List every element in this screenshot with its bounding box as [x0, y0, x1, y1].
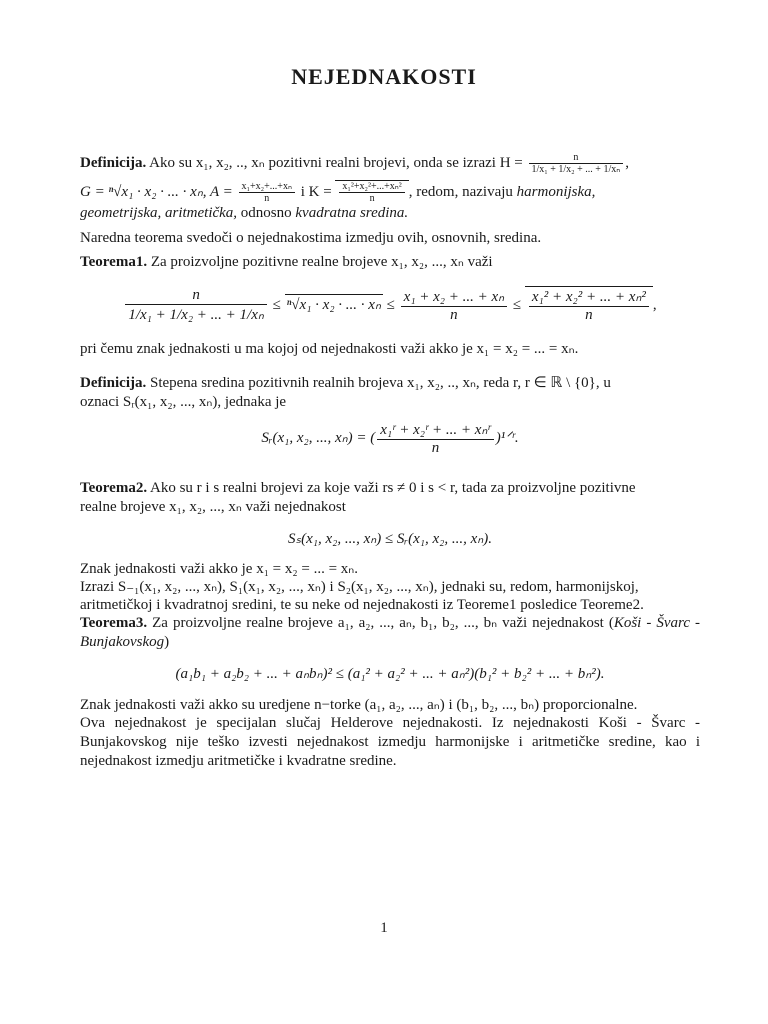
quadratic-inline-denominator: n	[369, 193, 375, 204]
quadratic-denominator: n	[585, 307, 593, 323]
arithmetic-inline-denominator: n	[264, 193, 270, 204]
and-k-text: i K =	[300, 183, 332, 200]
geometric-mean-root: ⁿ√x₁ · x₂ · ... · xₙ	[285, 294, 383, 314]
power-mean-right: )¹ᐟʳ.	[495, 429, 519, 446]
definition-1: Definicija. Ako su x₁, x₂, .., xₙ pozitivni realni brojevi, onda se izrazi H = $\frac{n}{\text{1/x₁ + 1/x₂ + ... + 1/xₙ}}$ ,	[80, 152, 629, 175]
definition-2-line1: Stepena sredina pozitivnih realnih brojeva x₁, x₂, .., xₙ, reda r, r ∈ ℝ \ {0}, u	[149, 375, 611, 391]
theorem-2	[80, 479, 700, 498]
harmonic-mean-fraction	[125, 287, 267, 324]
cauchy-schwarz-inequality: (a₁b₁ + a₂b₂ + ... + aₙbₙ)² ≤ (a₁² + a₂² + ... + aₙ²)(b₁² + b₂² + ... + bₙ²).	[175, 666, 605, 682]
quadratic-sqrt-inline	[335, 180, 408, 204]
equation-comma: ,	[652, 296, 657, 313]
theorem-1-label: Teorema1.	[80, 254, 148, 270]
harmonic-term: harmonijska,	[516, 183, 596, 200]
arithmetic-mean-fraction	[401, 287, 508, 324]
harmonic-inline-denominator: 1/x₁ + 1/x₂ + ... + 1/xₙ	[531, 164, 621, 175]
theorem-3-line1: Za proizvoljne realne brojeve a₁, a₂, ..., aₙ, b₁, b₂, ..., bₙ važi nejednakost (	[152, 615, 614, 631]
inequality-sign-1: ≤	[272, 296, 281, 313]
inequality-sign-2: ≤	[386, 296, 395, 313]
arithmetic-fraction-inline	[239, 181, 295, 204]
theorem-3-after1: Znak jednakosti važi akko su uredjene n−torke (a₁, a₂, ..., aₙ) i (b₁, b₂, ..., bₙ) proporcionalne.	[80, 697, 638, 713]
theorem-3-after2: Ova nejednakost je specijalan slučaj Helderove nejednakosti. Iz nejednakosti Koši - Švarc - Bunjakovskog nije teško izvesti nejednakost izmedju harmonijske i aritmetičke sredine, kao i nejednakost izmedju aritmetičke i kvadratne sredine.	[80, 715, 700, 769]
definition-2-label: Definicija.	[80, 375, 147, 391]
power-mean-fraction	[377, 420, 494, 457]
odnosno-text: odnosno	[240, 205, 292, 221]
harmonic-fraction-inline	[529, 152, 624, 175]
power-mean-numerator: x₁ʳ + x₂ʳ + ... + xₙʳ	[377, 420, 494, 440]
theorem-2-after3: aritmetičkoj i kvadratnoj sredini, te su neke od nejednakosti iz Teoreme1 posledice Teoreme2.	[80, 597, 644, 613]
page-number: 1	[380, 920, 388, 936]
harmonic-numerator: n	[125, 287, 267, 305]
quadratic-mean-root	[525, 286, 653, 324]
means-inequality-equation	[80, 286, 700, 324]
page-title: NEJEDNAKOSTI	[291, 64, 477, 89]
definition-1-line1: Ako su x₁, x₂, .., xₙ pozitivni realni brojevi, onda se izrazi H =	[149, 154, 523, 171]
definition-1-line3	[80, 204, 700, 223]
quadratic-numerator: x₁² + x₂² + ... + xₙ²	[529, 287, 649, 307]
theorem-1-text: Za proizvoljne pozitivne realne brojeve x₁, x₂, ..., xₙ važi	[150, 254, 493, 270]
quadratic-term: kvadratna sredina.	[295, 205, 409, 221]
definition-1-line2-end: , redom, nazivaju	[408, 183, 513, 200]
geometric-arithmetic-text: G = ⁿ√x₁ · x₂ · ... · xₙ, A =	[80, 183, 233, 200]
power-mean-left: Sᵣ(x₁, x₂, ..., xₙ) = (	[261, 429, 376, 446]
arithmetic-inline-numerator: x₁+x₂+...+xₙ	[239, 181, 295, 193]
theorem-2-after2: Izrazi S₋₁(x₁, x₂, ..., xₙ), S₁(x₁, x₂, ..., xₙ) i S₂(x₁, x₂, ..., xₙ), jednaki su, redom, harmonijskoj,	[80, 579, 639, 595]
theorem-1-equality-condition: pri čemu znak jednakosti u ma kojoj od nejednakosti važi akko je x₁ = x₂ = ... = xₙ.	[80, 341, 579, 357]
theorem-2-after1: Znak jednakosti važi akko je x₁ = x₂ = ... = xₙ.	[80, 561, 359, 577]
inequality-sign-3: ≤	[512, 296, 522, 313]
theorem-3-close: )	[164, 634, 170, 650]
theorem-2-label: Teorema2.	[80, 480, 148, 496]
intro-paragraph: Naredna teorema svedoči o nejednakostima izmedju ovih, osnovnih, sredina.	[80, 230, 542, 246]
power-mean-denominator: n	[431, 440, 440, 456]
quadratic-inline-numerator: x₁²+x₂²+...+xₙ²	[339, 181, 404, 193]
theorem-3-label: Teorema3.	[80, 615, 148, 631]
theorem-2-line1: Ako su r i s realni brojevi za koje važi rs ≠ 0 i s < r, tada za proizvoljne pozitivne	[150, 480, 636, 496]
harmonic-denominator: 1/x₁ + 1/x₂ + ... + 1/xₙ	[128, 307, 264, 323]
quadratic-mean-fraction	[529, 287, 649, 324]
theorem-1	[80, 253, 700, 272]
arithmetic-numerator: x₁ + x₂ + ... + xₙ	[401, 287, 508, 307]
power-mean-equation	[80, 420, 700, 457]
harmonic-inline-numerator: n	[529, 152, 624, 164]
definition-2	[80, 374, 700, 393]
cauchy-schwarz-name: Koši - Švarc - Bunjakovskog	[80, 615, 700, 650]
arithmetic-denominator: n	[450, 307, 458, 323]
power-mean-inequality: Sₛ(x₁, x₂, ..., xₙ) ≤ Sᵣ(x₁, x₂, ..., xₙ).	[287, 531, 492, 547]
theorem-3	[80, 614, 700, 652]
definition-1-means	[80, 180, 700, 204]
quadratic-fraction-inline	[339, 181, 404, 204]
geometric-term: geometrijska, aritmetička,	[80, 205, 238, 221]
definition-2-line2: oznaci Sᵣ(x₁, x₂, ..., xₙ), jednaka je	[80, 394, 287, 410]
theorem-2-line2: realne brojeve x₁, x₂, ..., xₙ važi nejednakost	[80, 499, 346, 515]
definition-1-label: Definicija.	[80, 154, 147, 171]
